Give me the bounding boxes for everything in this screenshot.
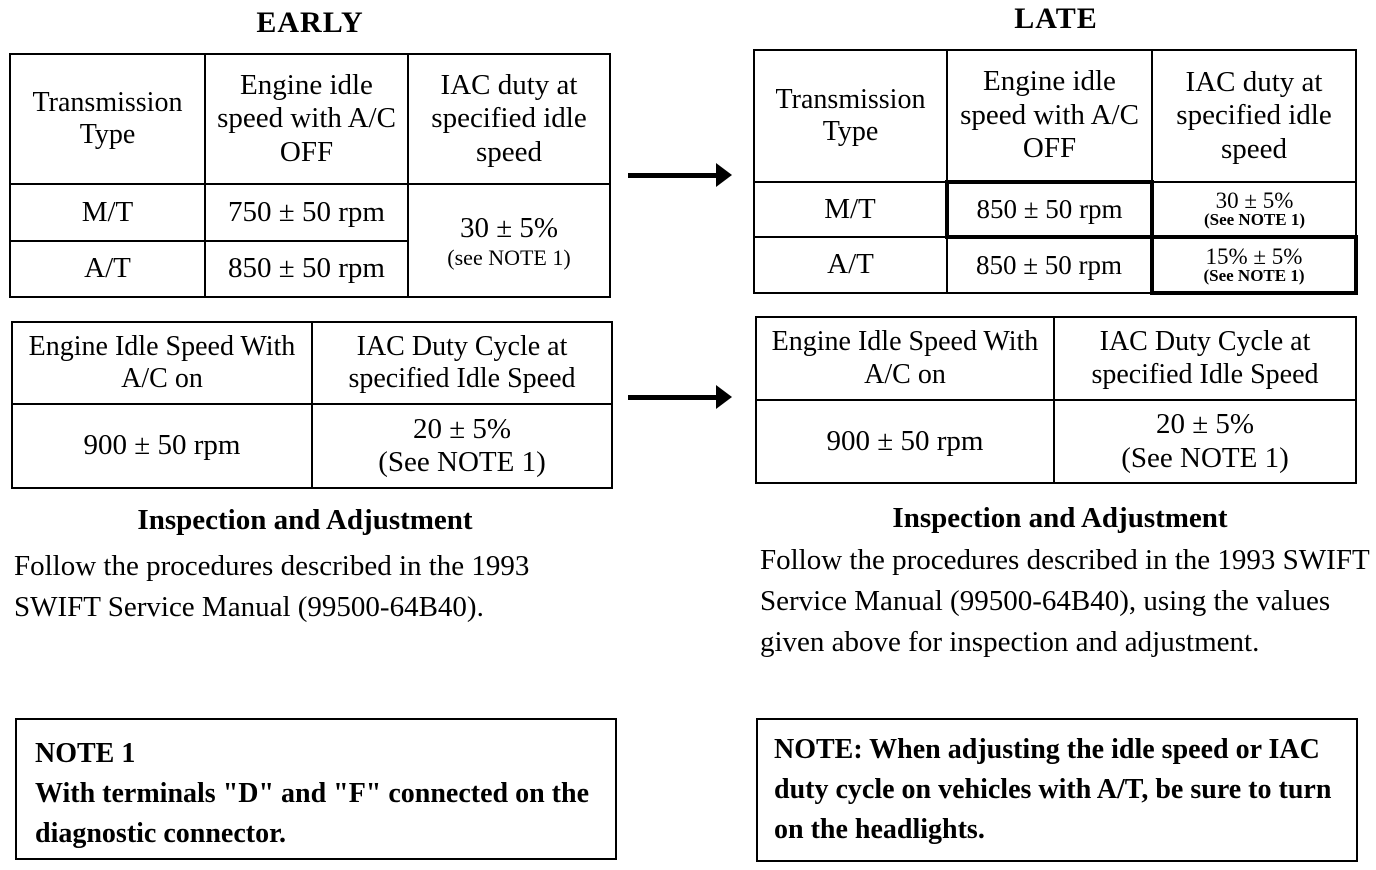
early-iac-duty-note: (see NOTE 1) — [447, 244, 571, 270]
late-ac-header-speed: Engine Idle Speed With A/C on — [756, 317, 1054, 400]
late-idle-table — [753, 49, 1358, 295]
late-ac-duty-cell — [1054, 400, 1356, 483]
late-note-text: NOTE: When adjusting the idle speed or IAC duty cycle on vehicles with A/T, be sure to turn on the headlights. — [774, 734, 1332, 845]
late-row-mt-duty-cell — [1152, 182, 1356, 237]
early-note-title: NOTE 1 — [35, 738, 136, 769]
early-row-mt-speed: 750 ± 50 rpm — [205, 184, 408, 241]
late-ac-header-duty: IAC Duty Cycle at specified Idle Speed — [1054, 317, 1356, 400]
early-ac-header-speed: Engine Idle Speed With A/C on — [12, 322, 312, 404]
early-ac-header-duty: IAC Duty Cycle at specified Idle Speed — [312, 322, 612, 404]
late-row-at-duty-cell — [1152, 237, 1356, 293]
late-row-mt-duty-value: 30 ± 5% — [1215, 188, 1294, 214]
early-heading: EARLY — [256, 6, 364, 39]
early-row-mt-type: M/T — [10, 184, 205, 241]
early-iac-duty-value: 30 ± 5% — [459, 212, 559, 245]
late-row-mt-speed: 850 ± 50 rpm — [947, 182, 1152, 237]
late-ac-on-table — [755, 316, 1357, 484]
late-row-at-duty-note: (See NOTE 1) — [1203, 266, 1305, 286]
late-ac-speed: 900 ± 50 rpm — [756, 400, 1054, 483]
early-ac-duty-value: 20 ± 5% — [412, 412, 512, 445]
early-ac-duty-cell — [312, 404, 612, 488]
early-subheading: Inspection and Adjustment — [137, 504, 473, 536]
early-note-box — [15, 718, 617, 860]
late-header-iac-duty: IAC duty at specified idle speed — [1152, 50, 1356, 182]
late-subheading: Inspection and Adjustment — [892, 502, 1228, 534]
early-header-iac-duty: IAC duty at specified idle speed — [408, 54, 610, 184]
late-row-mt-type: M/T — [754, 182, 947, 237]
early-ac-speed: 900 ± 50 rpm — [12, 404, 312, 488]
late-row-at-duty-value: 15% ± 5% — [1205, 244, 1303, 270]
early-row-at-type: A/T — [10, 241, 205, 297]
early-paragraph: Follow the procedures described in the 1993 SWIFT Service Manual (99500-64B40). — [14, 550, 530, 623]
early-row-at-speed: 850 ± 50 rpm — [205, 241, 408, 297]
late-note-box — [756, 718, 1358, 862]
late-paragraph: Follow the procedures described in the 1993 SWIFT Service Manual (99500-64B40), using the values given above for inspection and adjustment. — [760, 544, 1370, 658]
early-idle-table — [9, 53, 611, 298]
early-ac-duty-note: (See NOTE 1) — [378, 446, 546, 478]
late-header-transmission: Transmission Type — [754, 50, 947, 182]
early-header-idle-speed: Engine idle speed with A/C OFF — [205, 54, 408, 184]
late-ac-duty-value: 20 ± 5% — [1155, 408, 1255, 441]
late-row-at-type: A/T — [754, 237, 947, 293]
early-note-text: With terminals "D" and "F" connected on the diagnostic connector. — [35, 778, 589, 849]
late-ac-duty-note: (See NOTE 1) — [1121, 441, 1289, 474]
arrow-right-icon — [628, 173, 718, 178]
early-header-transmission: Transmission Type — [10, 54, 205, 184]
arrow-right-icon — [628, 395, 718, 400]
early-iac-duty-cell — [408, 184, 610, 297]
late-header-idle-speed: Engine idle speed with A/C OFF — [947, 50, 1152, 182]
late-row-at-speed: 850 ± 50 rpm — [947, 237, 1152, 293]
early-ac-on-table — [11, 321, 613, 489]
late-row-mt-duty-note: (See NOTE 1) — [1203, 210, 1306, 230]
late-heading: LATE — [1014, 2, 1098, 35]
